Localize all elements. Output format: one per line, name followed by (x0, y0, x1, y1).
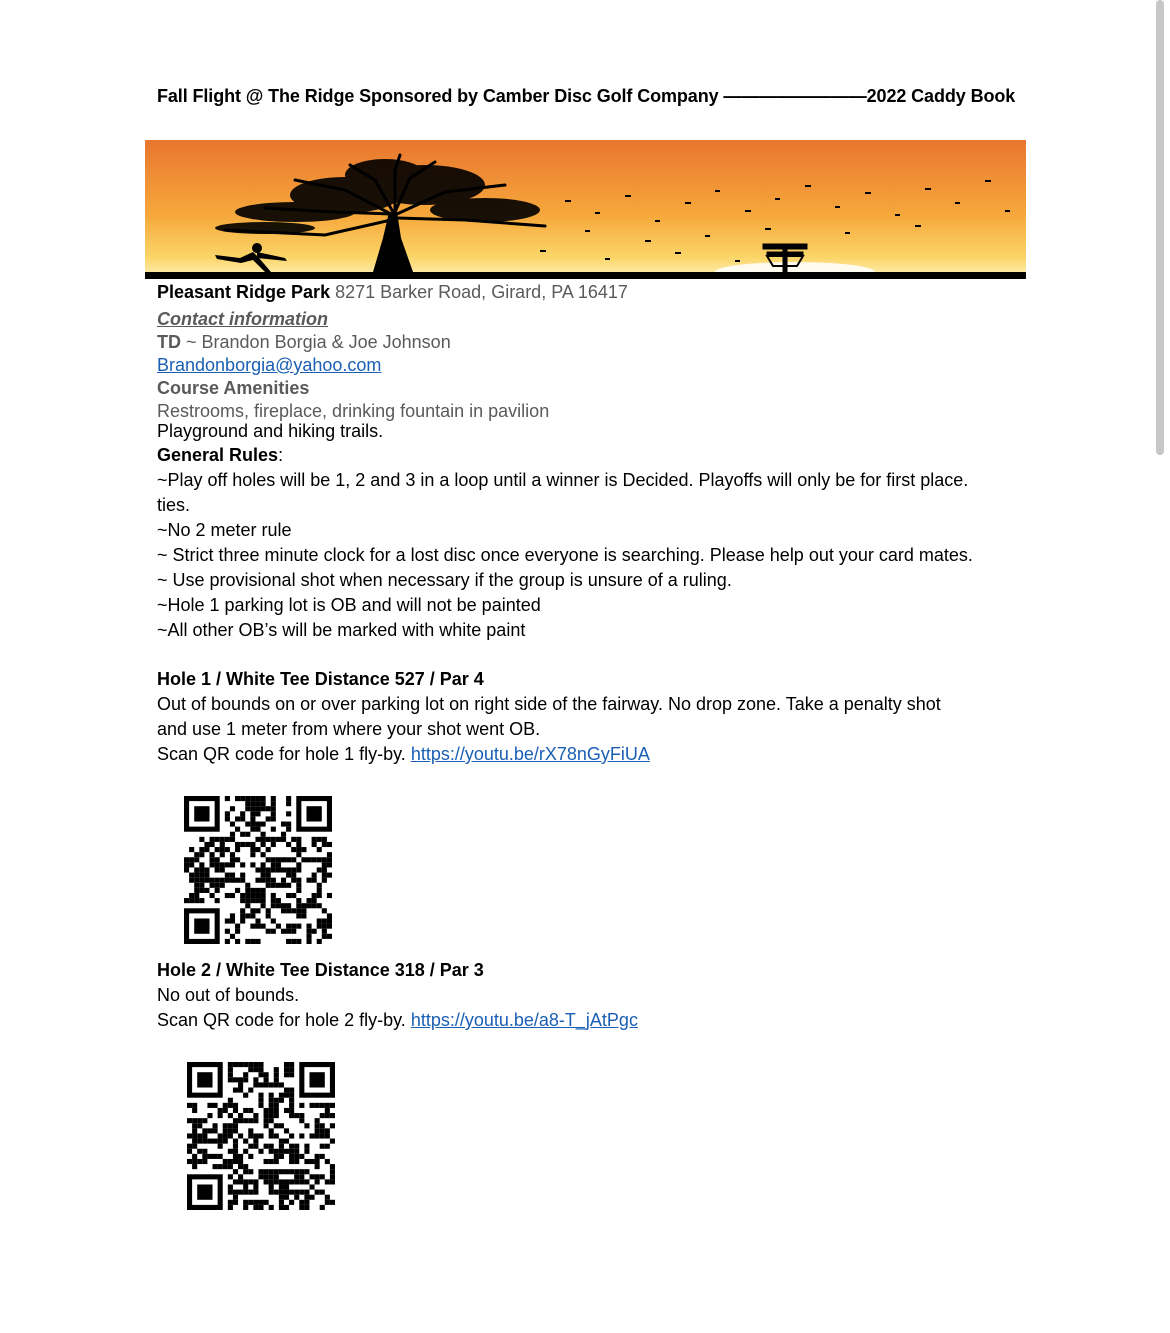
park-line (157, 280, 628, 304)
hole-2-video-link[interactable]: https://youtu.be/a8-T_jAtPgc (410, 1010, 638, 1030)
park-address: 8271 Barker Road, Girard, PA 16417 (335, 282, 628, 302)
hole-1-scan-line (157, 742, 650, 766)
hole-1-title: Hole 1 / White Tee Distance 527 / Par 4 (157, 669, 484, 689)
amenities-line-2: Playground and hiking trails. (157, 421, 384, 441)
park-name: Pleasant Ridge Park (157, 282, 331, 302)
hole-1-scan-text: Scan QR code for hole 1 fly-by. (157, 744, 406, 764)
hole-1-video-link[interactable]: https://youtu.be/rX78nGyFiUA (410, 744, 650, 764)
td-names: ~ Brandon Borgia & Joe Johnson (186, 332, 451, 352)
hole-2-desc-1: No out of bounds. (157, 985, 300, 1005)
rule-item: ties. (157, 495, 191, 515)
rules-heading-colon: : (278, 445, 284, 465)
rules-heading-line (157, 443, 283, 467)
rule-item: ~Play off holes will be 1, 2 and 3 in a loop until a winner is Decided. Playoffs will only be for first place. (157, 470, 969, 490)
banner-image (145, 140, 1026, 279)
email-link[interactable]: Brandonborgia@yahoo.com (157, 355, 382, 375)
hole-2-scan-line (157, 1008, 638, 1032)
amenities-line-1: Restrooms, fireplace, drinking fountain in pavilion (157, 401, 550, 421)
scrollbar[interactable] (1156, 0, 1164, 455)
rule-item: ~All other OB’s will be marked with white paint (157, 620, 526, 640)
rule-item: ~ Use provisional shot when necessary if the group is unsure of a ruling. (157, 570, 732, 590)
amenities-heading: Course Amenities (157, 378, 310, 398)
hole-1-desc-1: Out of bounds on or over parking lot on right side of the fairway. No drop zone. Take a penalty shot (157, 694, 941, 714)
contact-heading: Contact information (157, 309, 328, 329)
rule-item: ~Hole 1 parking lot is OB and will not be painted (157, 595, 541, 615)
rules-heading: General Rules (157, 445, 279, 465)
hole-2-qr-code (187, 1062, 335, 1210)
document-header: Fall Flight @ The Ridge Sponsored by Camber Disc Golf Company ————————2022 Caddy Book (157, 86, 1016, 106)
hole-1-qr-code (184, 796, 332, 944)
td-line (157, 330, 451, 354)
rule-item: ~ Strict three minute clock for a lost disc once everyone is searching. Please help out your card mates. (157, 545, 973, 565)
hole-2-title: Hole 2 / White Tee Distance 318 / Par 3 (157, 960, 484, 980)
td-label: TD (157, 332, 181, 352)
hole-2-scan-text: Scan QR code for hole 2 fly-by. (157, 1010, 406, 1030)
hole-1-desc-2: and use 1 meter from where your shot went OB. (157, 719, 541, 739)
rule-item: ~No 2 meter rule (157, 520, 292, 540)
